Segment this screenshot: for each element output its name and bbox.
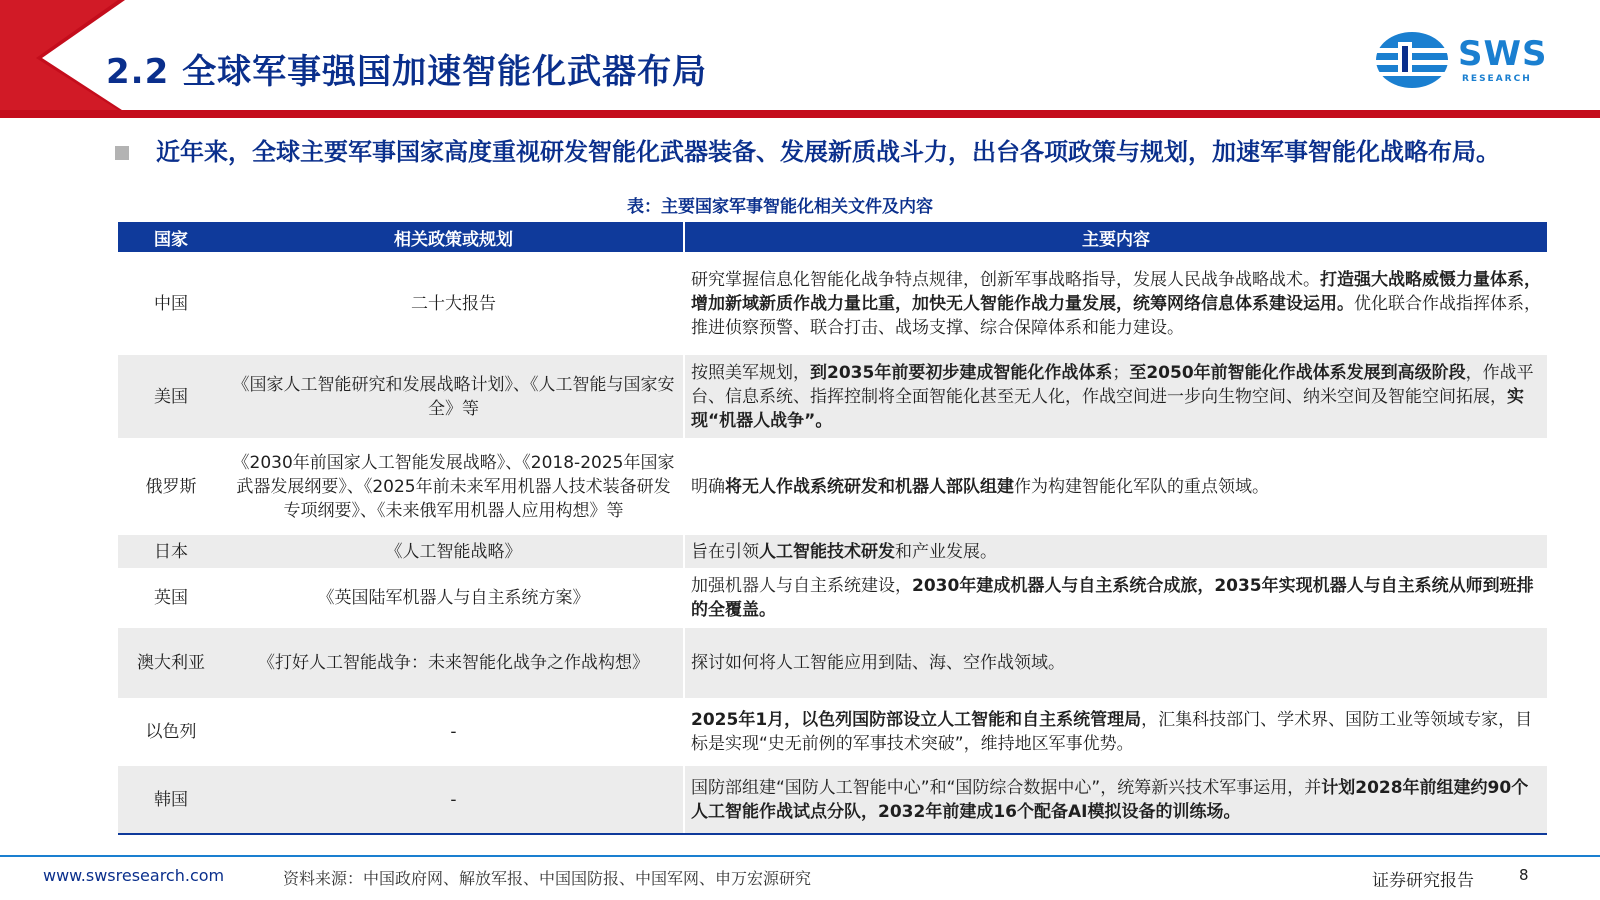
cell-content — [684, 698, 1547, 766]
footer-source: 资料来源：中国政府网、解放军报、中国国防报、中国军网、申万宏源研究 — [283, 869, 812, 888]
cell-policy: 《2030年前国家人工智能发展战略》、《2018-2025年国家武器发展纲要》、《2025年前未来军用机器人技术装备研发专项纲要》、《未来俄军用机器人应用构想》等 — [232, 452, 675, 521]
content-segment: 旨在引领 — [691, 541, 759, 562]
sws-globe-icon — [1372, 30, 1452, 90]
cell-country: 中国 — [154, 293, 188, 314]
cell-policy: 《打好人工智能战争：未来智能化战争之作战构想》 — [224, 628, 684, 698]
cell-policy: - — [450, 722, 457, 742]
cell-country: 日本 — [118, 535, 224, 568]
cell-country: 以色列 — [145, 722, 197, 742]
logo-subtext: RESEARCH — [1462, 74, 1532, 84]
cell-content — [684, 355, 1547, 438]
policy-table — [118, 222, 1547, 835]
cell-policy: 《英国陆军机器人与自主系统方案》 — [317, 588, 590, 608]
cell-content — [684, 438, 1547, 535]
cell-content — [684, 252, 1547, 355]
table-row — [118, 698, 1547, 766]
cell-policy: 二十大报告 — [411, 293, 496, 314]
content-segment: ，汇集科技部门、学术界、国防工业等领域专家，目标是实现“史无前例的军事技术突破”，维持地区军事优势。 — [691, 710, 1533, 754]
header-policy: 相关政策或规划 — [224, 222, 684, 252]
cell-content — [684, 766, 1547, 834]
content-segment: 优化联合作战指挥体系，推进侦察预警、联合打击、战场支撑、综合保障体系和能力建设。 — [691, 293, 1541, 338]
cell-content — [684, 628, 1547, 698]
table-row — [118, 766, 1547, 834]
content-segment: 2025年1月，以色列国防部设立人工智能和自主系统管理局 — [691, 710, 1142, 730]
cell-country: 美国 — [118, 355, 224, 438]
cell-policy: 《国家人工智能研究和发展战略计划》、《人工智能与国家安全》等 — [224, 355, 684, 438]
cell-country: 澳大利亚 — [118, 628, 224, 698]
table-header-row — [118, 222, 1547, 252]
content-segment: 至2050年前智能化作战体系发展到高级阶段 — [1129, 362, 1466, 383]
table-row — [118, 355, 1547, 438]
content-segment: 探讨如何将人工智能应用到陆、海、空作战领域。 — [691, 653, 1065, 673]
footer-divider — [0, 855, 1600, 857]
content-segment: 加强机器人与自主系统建设， — [691, 576, 912, 596]
cell-content — [684, 535, 1547, 568]
header-content: 主要内容 — [684, 222, 1547, 252]
table-row — [118, 628, 1547, 698]
cell-country: 英国 — [154, 588, 188, 608]
content-segment: 国防部组建“国防人工智能中心”和“国防综合数据中心”，统筹新兴技术军事运用，并 — [691, 777, 1322, 798]
cell-policy: 《人工智能战略》 — [224, 535, 684, 568]
cell-policy: - — [224, 766, 684, 834]
content-segment: 人工智能技术研发 — [759, 541, 895, 562]
content-segment: 到2035年前要初步建成智能化作战体系 — [810, 362, 1113, 383]
content-segment: 研究掌握信息化智能化战争特点规律，创新军事战略指导，发展人民战争战略战术。 — [691, 269, 1320, 290]
cell-country: 俄罗斯 — [145, 476, 197, 497]
content-segment: 明确 — [691, 476, 725, 497]
content-segment: 作为构建智能化军队的重点领域。 — [1014, 476, 1269, 497]
logo-text: SWS — [1458, 34, 1548, 74]
table-row — [118, 438, 1547, 535]
content-segment: ； — [1112, 362, 1130, 383]
table-row — [118, 535, 1547, 568]
slide-header — [0, 0, 1600, 118]
table-row — [118, 252, 1547, 355]
page-title: 2.2 全球军事强国加速智能化武器布局 — [106, 52, 708, 92]
table-row — [118, 568, 1547, 628]
sws-logo — [1372, 30, 1562, 90]
table-body — [118, 252, 1547, 834]
content-segment: 实现“机器人战争”。 — [691, 386, 1524, 431]
cell-country: 韩国 — [118, 766, 224, 834]
content-segment: 2030年建成机器人与自主系统合成旅，2035年实现机器人与自主系统从师到班排的全覆盖。 — [691, 576, 1534, 620]
page-number: 8 — [1519, 866, 1529, 884]
content-segment: 和产业发展。 — [895, 541, 997, 562]
content-segment: 将无人作战系统研发和机器人部队组建 — [725, 476, 1014, 497]
header-red-bar — [0, 110, 1600, 118]
content-segment: 按照美军规划， — [691, 362, 810, 383]
cell-content — [684, 568, 1547, 628]
footer-report-label: 证券研究报告 — [1372, 871, 1474, 891]
header-country: 国家 — [118, 222, 224, 252]
intro-text: 近年来，全球主要军事国家高度重视研发智能化武器装备、发展新质战斗力，出台各项政策与规划，加速军事智能化战略布局。 — [156, 138, 1500, 166]
bullet-square-icon — [115, 146, 129, 160]
content-segment: ，作战平台、信息系统、指挥控制将全面智能化甚至无人化，作战空间进一步向生物空间、纳米空间及智能空间拓展， — [691, 362, 1534, 407]
content-segment: 打造强大战略威慑力量体系，增加新域新质作战力量比重，加快无人智能作战力量发展，统筹网络信息体系建设运用。 — [691, 269, 1541, 314]
table-caption: 表：主要国家军事智能化相关文件及内容 — [627, 197, 933, 217]
content-segment: 计划2028年前组建约90个人工智能作战试点分队，2032年前建成16个配备AI模拟设备的训练场。 — [691, 777, 1529, 822]
footer-website-link[interactable]: www.swsresearch.com — [43, 866, 225, 885]
